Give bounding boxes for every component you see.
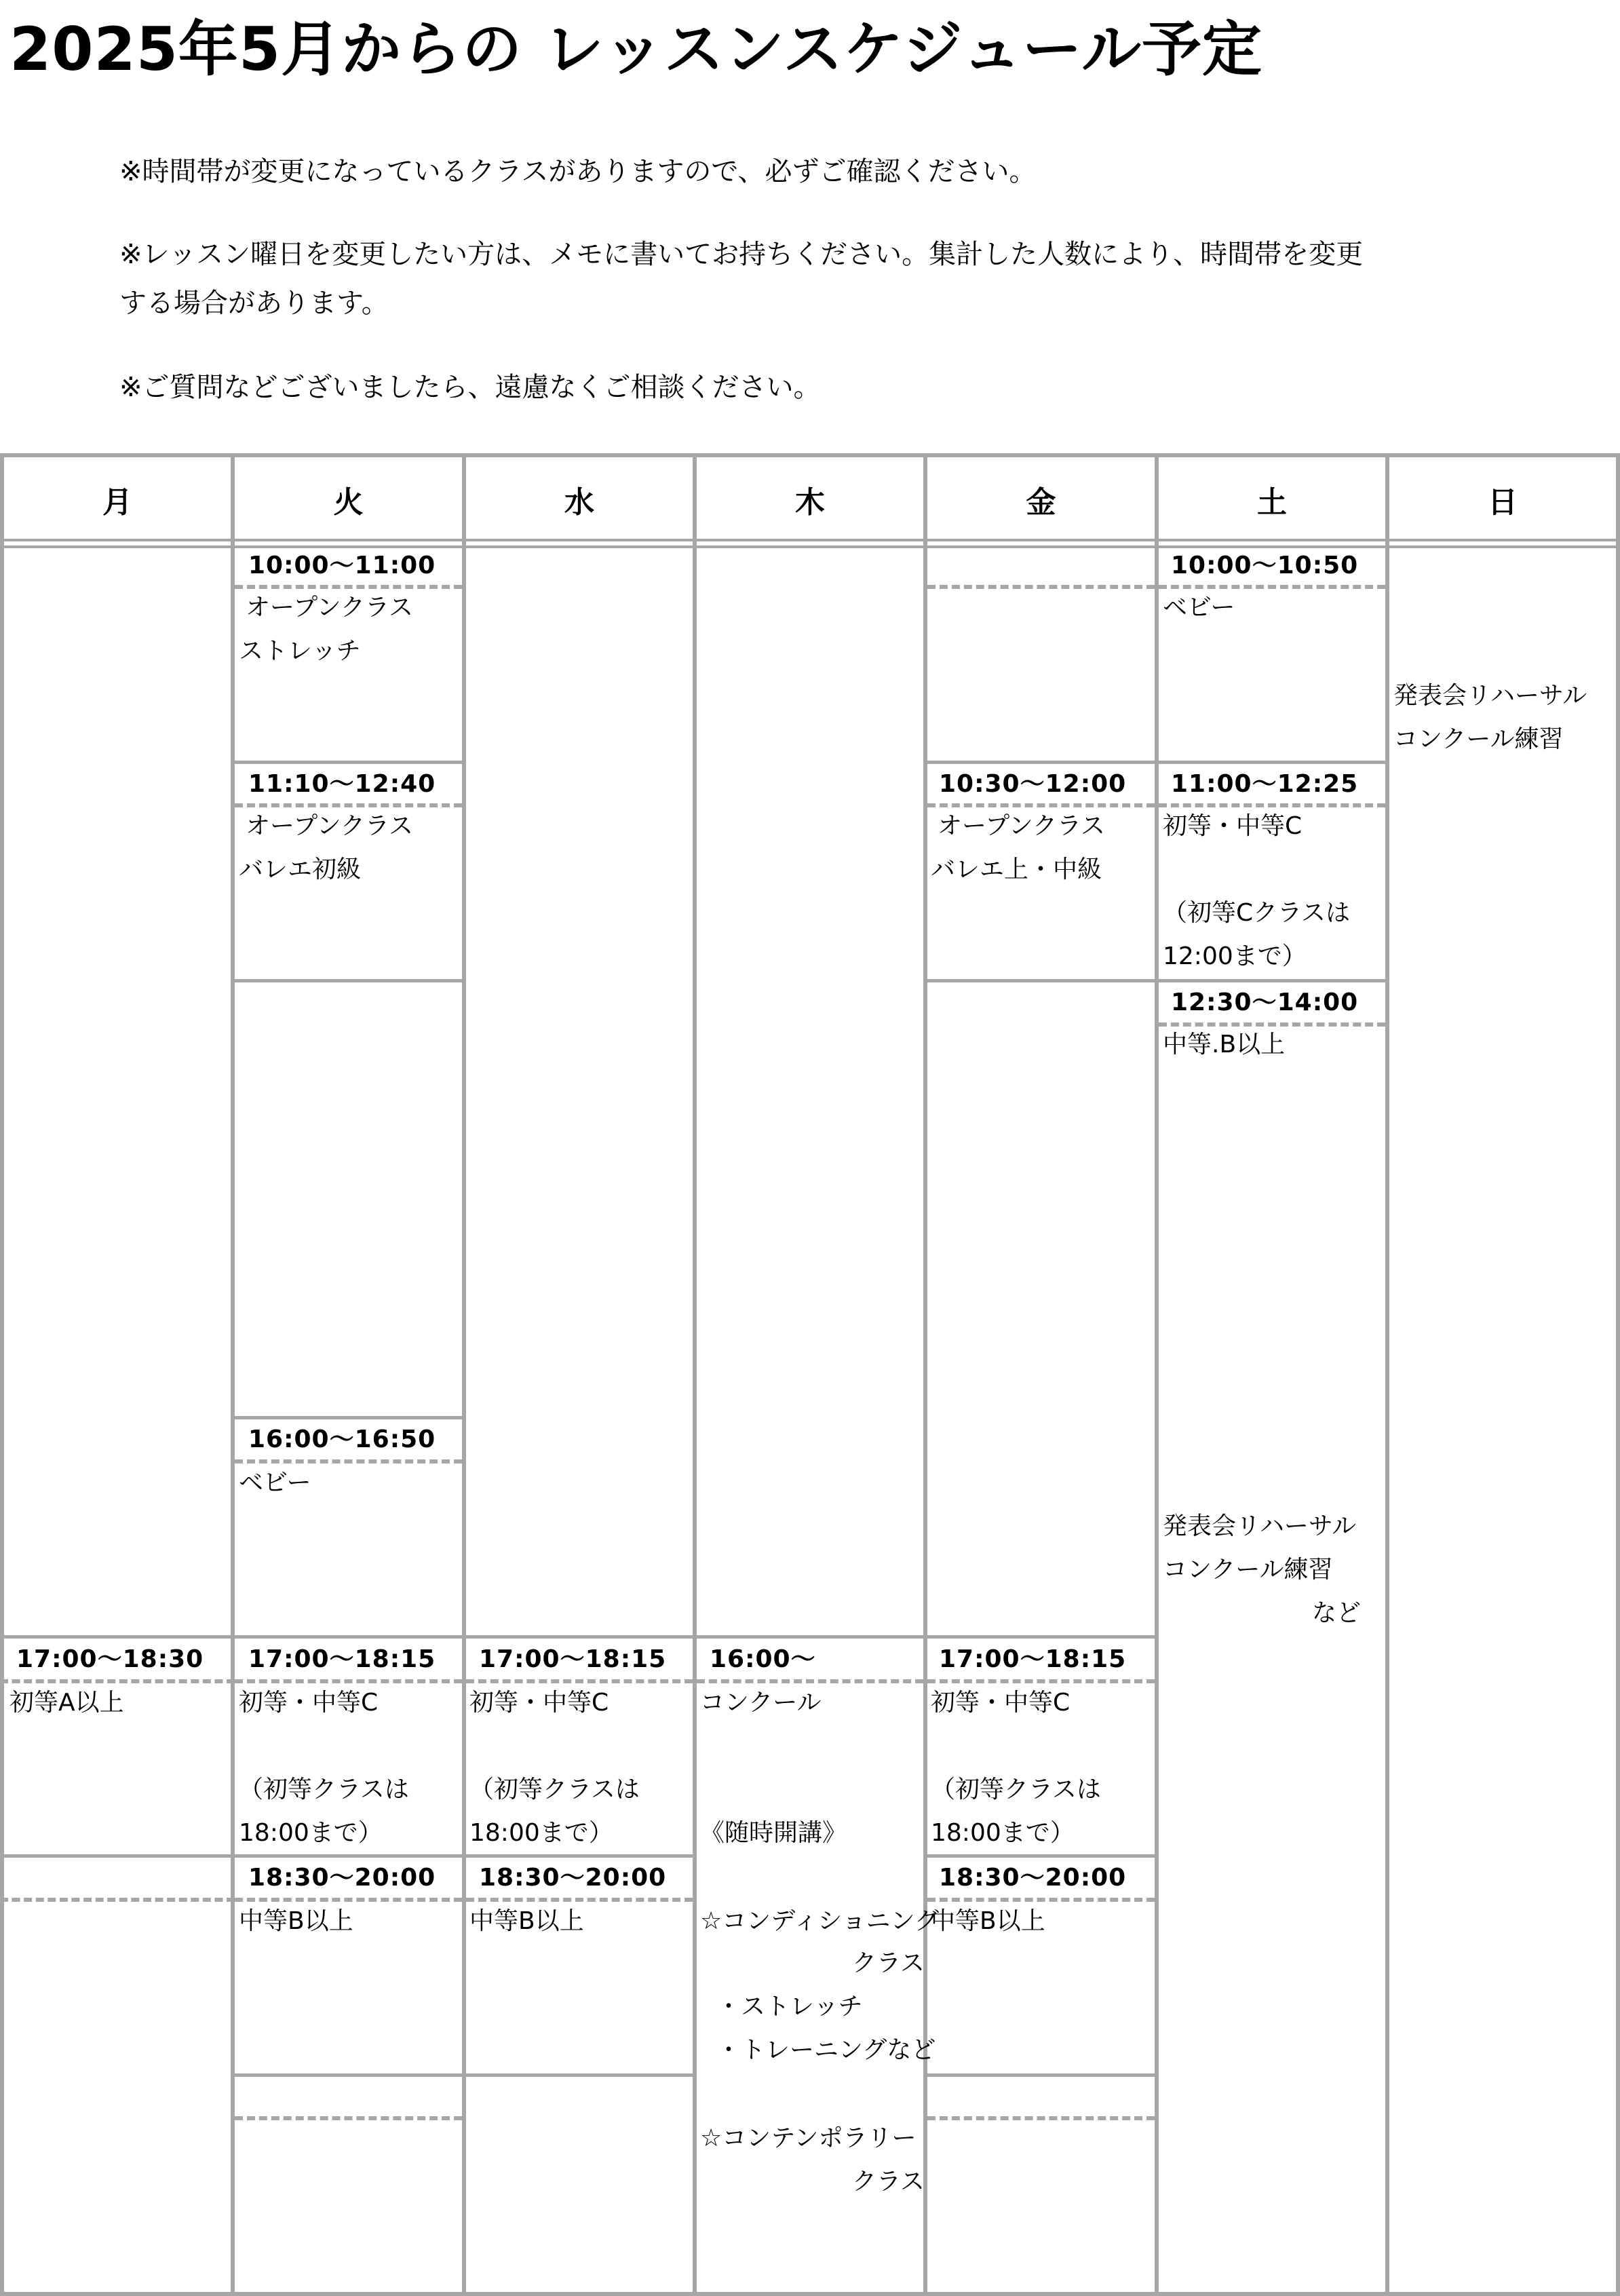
day-header-wed: 水: [564, 485, 594, 520]
page-title: 2025年5月からの レッスンスケジュール予定: [9, 14, 1262, 84]
column-divider: [1385, 453, 1389, 2296]
slot-top-line: [235, 2073, 462, 2077]
wed-night-time: 18:30〜20:00: [479, 1864, 667, 1892]
slot-top-line: [927, 979, 1155, 982]
day-header-sun: 日: [1488, 485, 1518, 520]
sat-third-class: 中等.B以上: [1163, 1031, 1286, 1058]
sat-rehearsal: 発表会リハーサル: [1163, 1512, 1357, 1540]
tue-evening-note2: 18:00まで）: [239, 1819, 383, 1847]
thu-class: コンクール: [700, 1689, 822, 1717]
thu-note: 《随時開講》: [700, 1819, 847, 1847]
thu-time: 16:00〜: [710, 1645, 816, 1673]
fri-evening-note2: 18:00まで）: [931, 1819, 1075, 1847]
fri-midday-time: 10:30〜12:00: [939, 770, 1127, 798]
thu-conditioning-line2: クラス: [852, 1949, 925, 1977]
tue-morning-line2: ストレッチ: [239, 637, 361, 665]
table-border-top: [0, 453, 1620, 457]
slot-dash: [235, 803, 462, 807]
note-check-times: ※時間帯が変更になっているクラスがありますので、必ずご確認ください。: [119, 156, 1037, 187]
sun-rehearsal: 発表会リハーサル: [1393, 682, 1587, 710]
sat-second-note1: （初等Cクラスは: [1163, 899, 1351, 927]
tue-midday-line2: バレエ初級: [239, 856, 362, 883]
slot-dash: [466, 1679, 693, 1683]
header-rule-2: [0, 546, 1620, 548]
slot-dash: [235, 1679, 462, 1683]
sat-etc: など: [1312, 1599, 1362, 1627]
tue-afternoon-class: ベビー: [239, 1469, 311, 1497]
note-questions: ※ご質問などございましたら、遠慮なくご相談ください。: [119, 372, 821, 403]
tue-afternoon-time: 16:00〜16:50: [248, 1426, 436, 1453]
tue-morning-line1: オープンクラス: [246, 594, 413, 621]
fri-midday-line2: バレエ上・中級: [931, 856, 1102, 883]
sat-second-class: 初等・中等C: [1163, 812, 1303, 840]
slot-dash: [1159, 803, 1385, 807]
fri-midday-line1: オープンクラス: [938, 812, 1105, 840]
slot-dash: [0, 1679, 235, 1683]
wed-evening-note2: 18:00まで）: [469, 1819, 613, 1847]
tue-evening-class: 初等・中等C: [239, 1689, 379, 1717]
table-border-bottom: [0, 2292, 1620, 2296]
slot-dash: [1159, 585, 1385, 589]
fri-night-time: 18:30〜20:00: [939, 1864, 1127, 1892]
thu-contemporary-line2: クラス: [852, 2168, 925, 2196]
tue-night-class: 中等B以上: [239, 1907, 353, 1935]
slot-top-line: [235, 1416, 462, 1419]
slot-top-line: [1159, 761, 1385, 764]
slot-dash: [235, 1898, 462, 1902]
slot-dash: [235, 1459, 462, 1463]
slot-dash: [466, 1898, 693, 1902]
slot-top-line: [927, 2073, 1155, 2077]
slot-top-line: [466, 2073, 693, 2077]
column-divider: [1155, 453, 1159, 2296]
thu-conditioning-line1: ☆コンディショニング: [700, 1907, 939, 1935]
fri-night-class: 中等B以上: [931, 1907, 1045, 1935]
slot-top-line: [0, 1635, 235, 1639]
fri-evening-class: 初等・中等C: [931, 1689, 1071, 1717]
thu-contemporary-line1: ☆コンテンポラリー: [700, 2124, 917, 2152]
slot-dash: [235, 585, 462, 589]
slot-dash: [697, 1679, 923, 1683]
tue-midday-line1: オープンクラス: [246, 812, 413, 840]
day-header-sat: 土: [1257, 485, 1287, 520]
slot-dash: [927, 803, 1155, 807]
tue-evening-time: 17:00〜18:15: [248, 1645, 436, 1673]
sat-second-time: 11:00〜12:25: [1171, 770, 1359, 798]
slot-dash: [0, 1898, 235, 1902]
slot-top-line: [927, 1635, 1155, 1639]
slot-dash: [927, 1679, 1155, 1683]
fri-evening-note1: （初等クラスは: [931, 1776, 1101, 1803]
wed-night-class: 中等B以上: [469, 1907, 584, 1935]
note-change-day-line1: ※レッスン曜日を変更したい方は、メモに書いてお持ちください。集計した人数により、時間帯を変更: [119, 239, 1364, 270]
slot-top-line: [466, 1635, 693, 1639]
slot-dash: [927, 585, 1155, 589]
day-header-tue: 火: [333, 485, 364, 520]
column-divider: [693, 453, 697, 2296]
thu-stretch: ・ストレッチ: [716, 1993, 863, 2021]
slot-dash: [1159, 1022, 1385, 1027]
slot-dash: [927, 2116, 1155, 2120]
fri-evening-time: 17:00〜18:15: [939, 1645, 1127, 1673]
wed-evening-note1: （初等クラスは: [469, 1776, 640, 1803]
slot-top-line: [235, 1854, 462, 1858]
column-divider: [923, 453, 927, 2296]
sat-baby-time: 10:00〜10:50: [1171, 552, 1359, 579]
sat-baby-class: ベビー: [1163, 594, 1235, 621]
mon-evening-class: 初等A以上: [9, 1689, 124, 1717]
day-header-thu: 木: [795, 485, 825, 520]
table-border-left: [0, 453, 4, 2296]
tue-midday-time: 11:10〜12:40: [248, 770, 436, 798]
slot-top-line: [697, 1635, 923, 1639]
slot-top-line: [1159, 979, 1385, 982]
slot-top-line: [235, 979, 462, 982]
wed-evening-class: 初等・中等C: [469, 1689, 609, 1717]
mon-evening-time: 17:00〜18:30: [16, 1645, 204, 1673]
sun-practice: コンクール練習: [1393, 725, 1564, 753]
slot-top-line: [927, 761, 1155, 764]
wed-evening-time: 17:00〜18:15: [479, 1645, 667, 1673]
slot-dash: [927, 1898, 1155, 1902]
slot-top-line: [466, 1854, 693, 1858]
slot-top-line: [235, 761, 462, 764]
table-border-right: [1616, 453, 1620, 2296]
note-change-day-line2: する場合があります。: [119, 288, 389, 319]
column-divider: [231, 453, 235, 2296]
thu-training: ・トレーニングなど: [716, 2036, 936, 2064]
tue-night-time: 18:30〜20:00: [248, 1864, 436, 1892]
slot-dash: [235, 2116, 462, 2120]
tue-evening-note1: （初等クラスは: [239, 1776, 409, 1803]
slot-top-line: [927, 1854, 1155, 1858]
tue-morning-time: 10:00〜11:00: [248, 552, 436, 579]
column-divider: [462, 453, 466, 2296]
day-header-mon: 月: [102, 485, 132, 520]
slot-top-line: [235, 1635, 462, 1639]
sat-practice: コンクール練習: [1163, 1556, 1333, 1584]
sat-second-note2: 12:00まで）: [1163, 942, 1307, 970]
day-header-fri: 金: [1026, 485, 1056, 520]
sat-third-time: 12:30〜14:00: [1171, 989, 1359, 1016]
slot-top-line: [0, 1854, 235, 1858]
